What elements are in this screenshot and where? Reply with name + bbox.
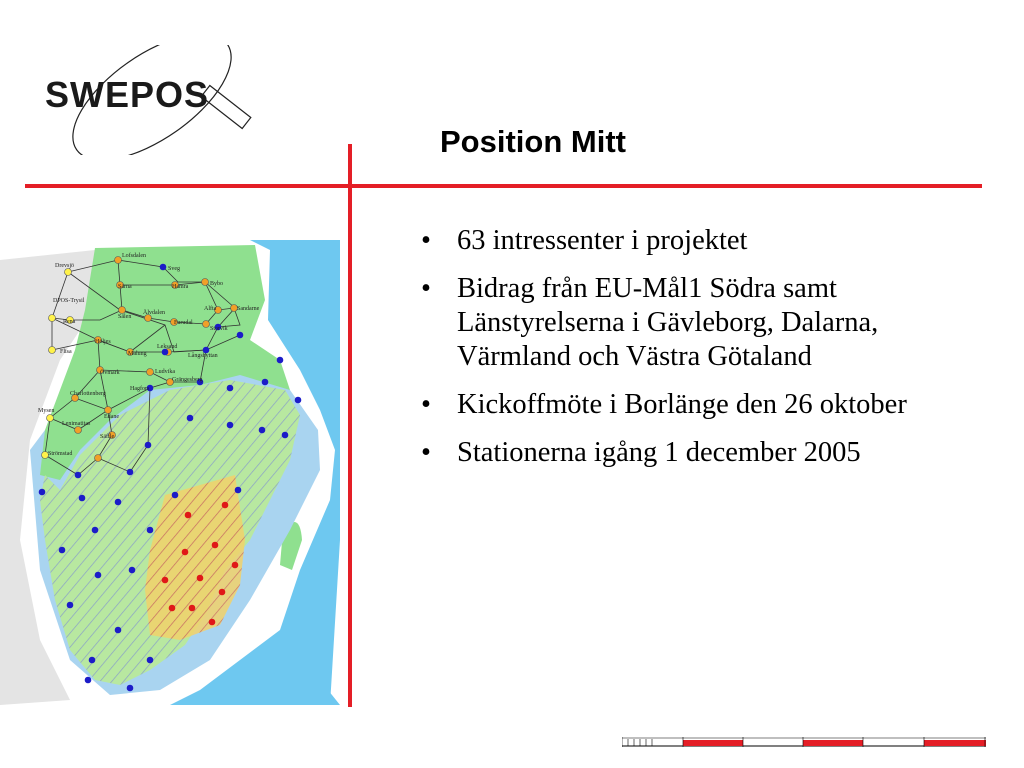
map-label: Furudal [174,320,193,326]
bullet-item [415,272,975,374]
map-label: Charlottenberg [70,391,106,397]
map-label: Lofsdalen [122,253,146,259]
station-network-map [0,240,340,705]
map-label: Sveg [168,266,180,272]
bullet-item [415,388,975,422]
bullet-symbol: • [421,273,431,304]
map-label: Leksand [157,344,178,350]
bullet-symbol: • [421,389,431,420]
map-label: Älvdalen [143,310,165,316]
map-label: Bybo [210,281,224,287]
map-label: Långshyttan [188,353,218,359]
bullet-list [415,224,975,484]
map-label: Säffle [100,434,115,440]
map-label: Sälen [118,314,132,320]
logo-text: SWEPOS [45,74,210,115]
horizontal-divider [25,184,982,188]
map-label: Särna [118,284,132,290]
map-label: Storvik [210,326,228,332]
map-label: Grängesberg [172,377,203,383]
vertical-divider [348,144,352,707]
map-label: Drevsjö [55,263,74,269]
map-label: Hamra [172,284,189,290]
map-label: Strömstad [48,451,73,457]
bullet-text: Kickoffmöte i Borlänge den 26 oktober [457,389,907,420]
map-label: DPOS-Trysil [53,298,85,304]
map-label: Alfta [204,306,217,312]
map-label: Lenimatitas [62,421,91,427]
bullet-item [415,436,975,470]
map-label: Malung [128,351,147,357]
footer-scale-bar [622,737,986,747]
slide-title: Position Mitt [440,124,626,159]
map-label: Edane [104,414,119,420]
map-label: Hagfors [130,386,150,392]
bullet-text: Stationerna igång 1 december 2005 [457,437,861,468]
bullet-text: 63 intressenter i projektet [457,225,748,256]
map-label: Övmark [100,370,120,376]
map-label: Ludvika [155,369,175,375]
map-label: Flisa [60,349,72,355]
bullet-item [415,224,975,258]
bullet-symbol: • [421,437,431,468]
bullet-symbol: • [421,225,431,256]
map-label: Sandarne [237,306,260,312]
bullet-text: Bidrag från EU-Mål1 Södra samt Länstyrelserna i Gävleborg, Dalarna, Värmland och Västra Götaland [457,273,879,372]
map-label: Mysen [38,408,55,414]
map-label: Rena [63,319,76,325]
map-label: Höljes [95,339,111,345]
